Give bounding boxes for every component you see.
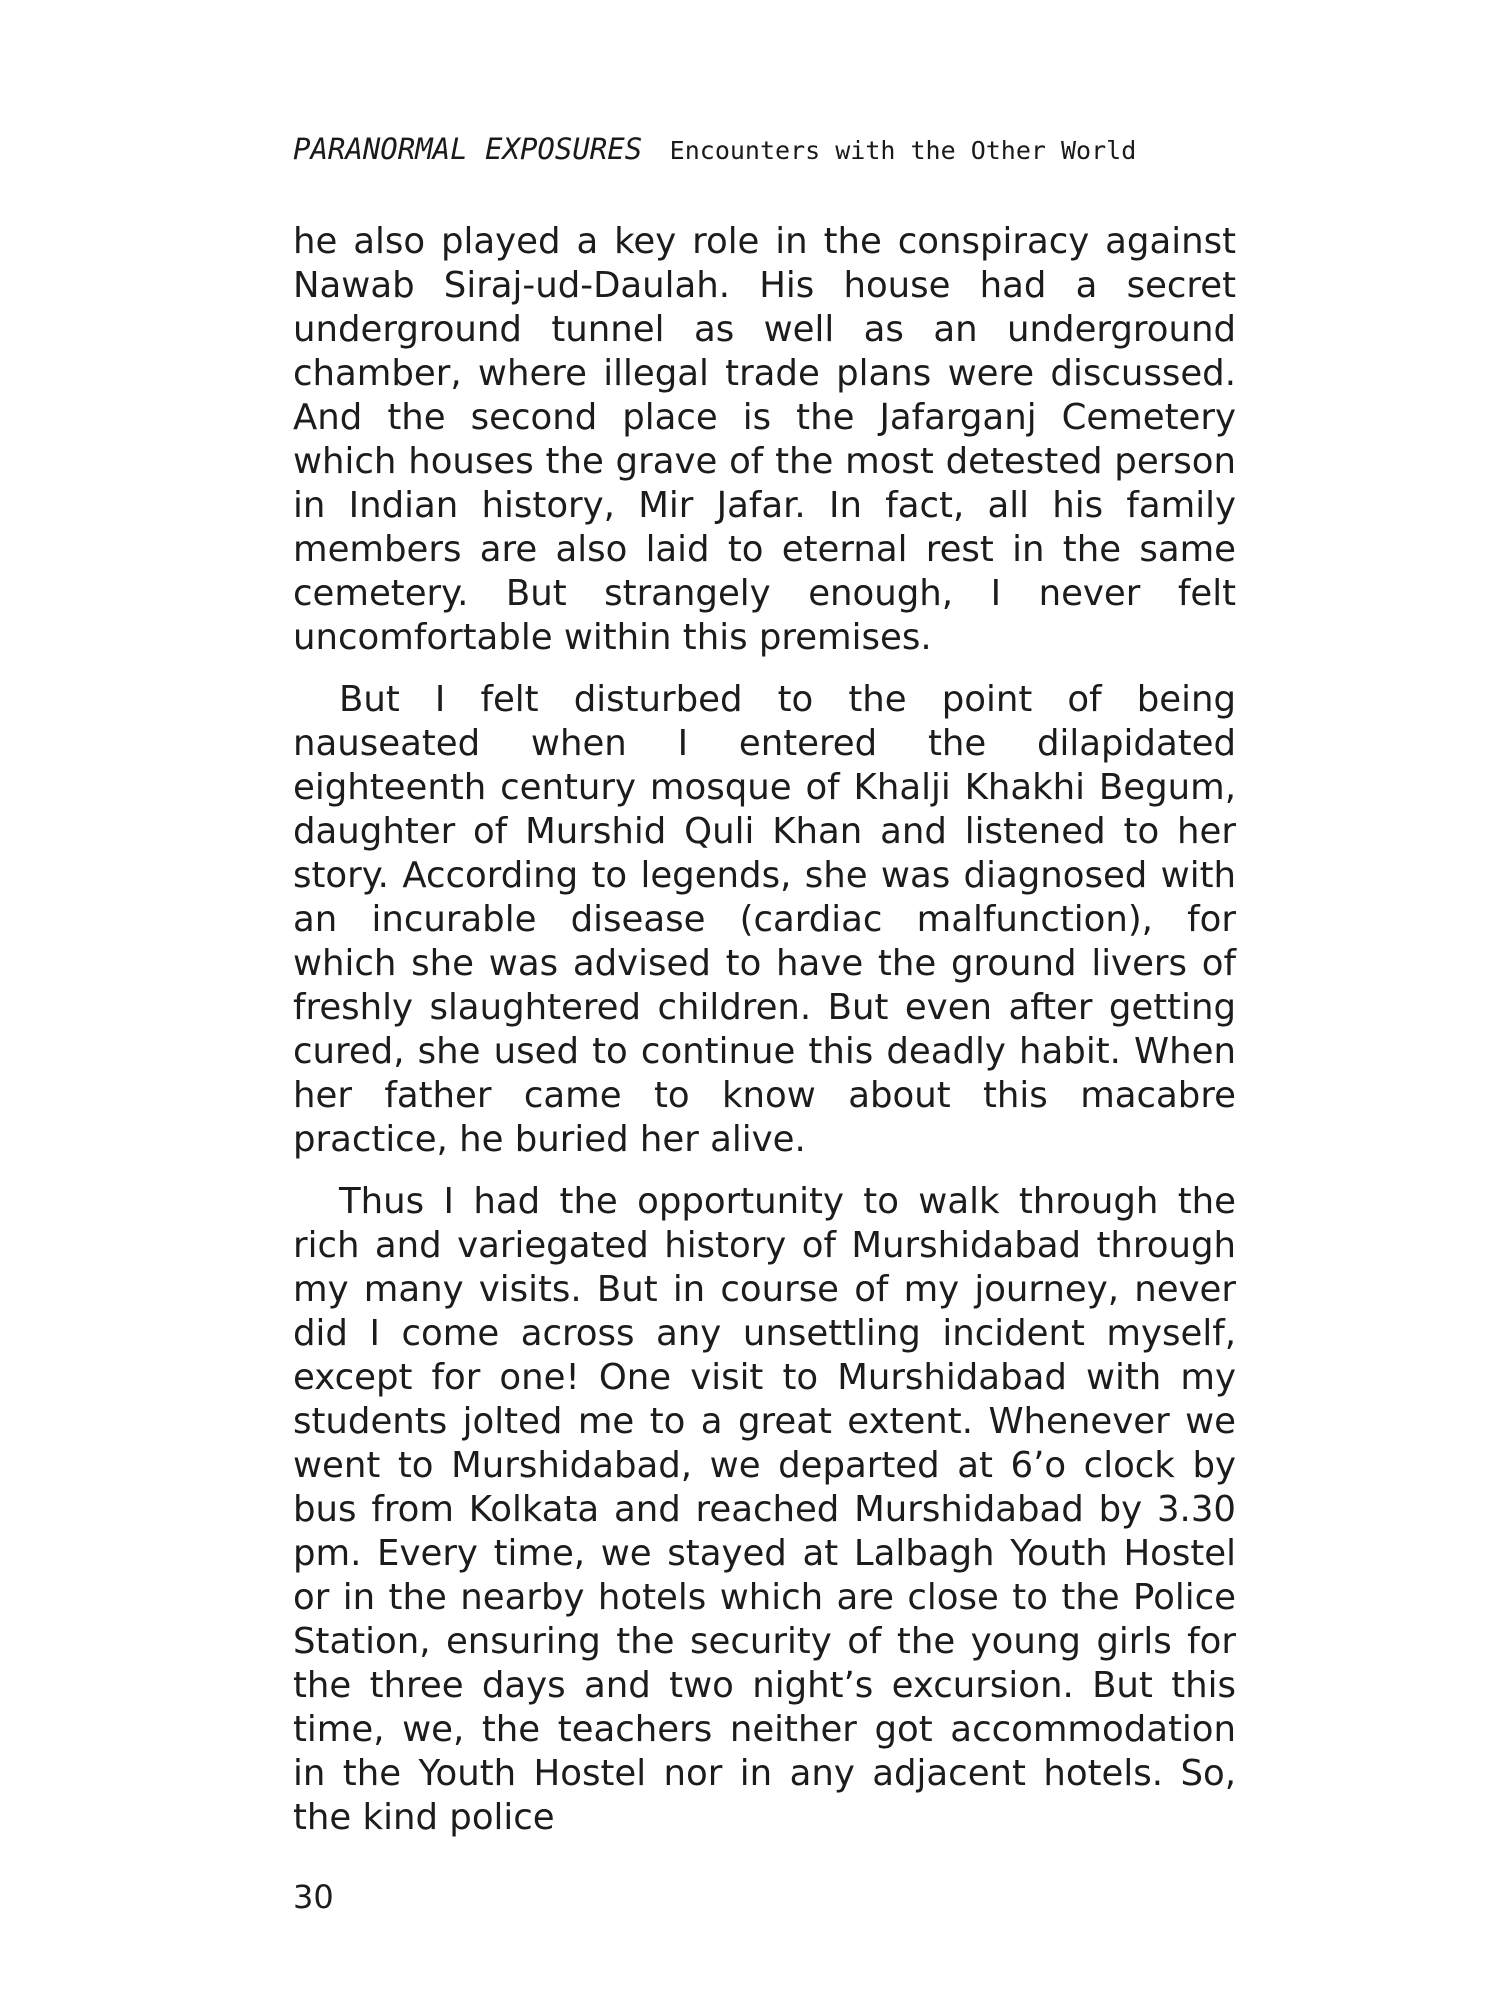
- book-subtitle: Encounters with the Other World: [669, 136, 1137, 165]
- book-title: PARANORMAL EXPOSURES: [293, 132, 643, 166]
- paragraph: he also played a key role in the conspiracy against Nawab Siraj-ud-Daulah. His house had a secret underground tunnel as well as an underground chamber, where illegal trade plans were discussed. And the second place is the Jafarganj Cemetery which houses the grave of the most detested person in Indian history, Mir Jafar. In fact, all his family members are also laid to eternal rest in the same cemetery. But strangely enough, I never felt uncomfortable within this premises.: [293, 221, 1236, 658]
- running-header: [293, 132, 1253, 166]
- paragraph: Thus I had the opportunity to walk through the rich and variegated history of Murshidabad through my many visits. But in course of my journey, never did I come across any unsettling incident myself, except for one! One visit to Murshidabad with my students jolted me to a great extent. Whenever we went to Murshidabad, we departed at 6’o clock by bus from Kolkata and reached Murshidabad by 3.30 pm. Every time, we stayed at Lalbagh Youth Hostel or in the nearby hotels which are close to the Police Station, ensuring the security of the young girls for the three days and two night’s excursion. But this time, we, the teachers neither got accommodation in the Youth Hostel nor in any adjacent hotels. So, the kind police: [293, 1181, 1236, 1838]
- body-text: [293, 220, 1236, 1858]
- page-number: 30: [293, 1878, 334, 1916]
- paragraph: But I felt disturbed to the point of being nauseated when I entered the dilapidated eighteenth century mosque of Khalji Khakhi Begum, daughter of Murshid Quli Khan and listened to her story. According to legends, she was diagnosed with an incurable disease (cardiac malfunction), for which she was advised to have the ground livers of freshly slaughtered children. But even after getting cured, she used to continue this deadly habit. When her father came to know about this macabre practice, he buried her alive.: [293, 679, 1236, 1160]
